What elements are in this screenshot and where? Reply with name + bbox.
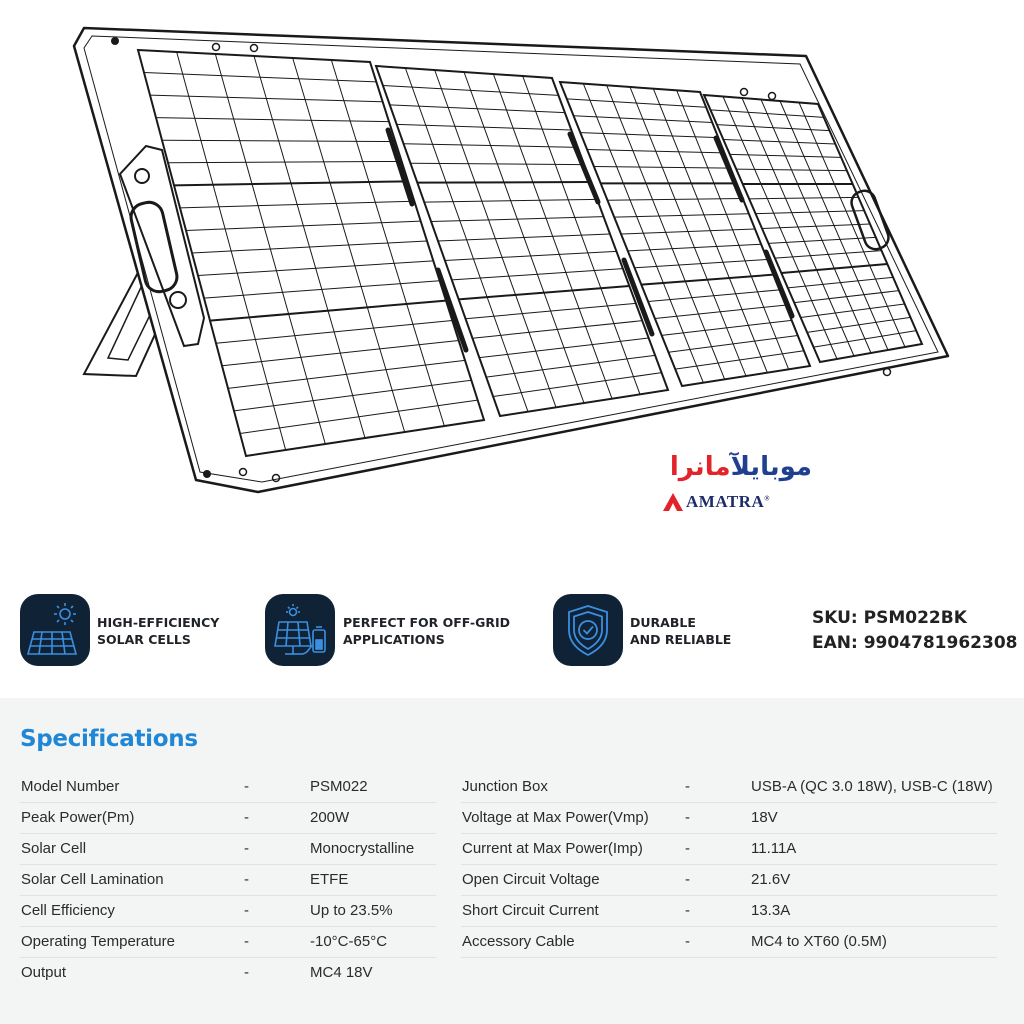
spec-row: Operating Temperature - -10°C-65°C — [20, 927, 436, 958]
spec-row: Solar Cell Lamination - ETFE — [20, 865, 436, 896]
feature-text: PERFECT FOR OFF-GRID APPLICATIONS — [343, 615, 511, 647]
logo-a-mark-icon — [662, 492, 684, 512]
spec-row: Short Circuit Current - 13.3A — [461, 896, 997, 927]
feature-text: HIGH-EFFICIENCY SOLAR CELLS — [97, 615, 220, 647]
sku-info — [812, 606, 1018, 656]
spec-row: Output - MC4 18V — [21, 964, 373, 981]
spec-row: Current at Max Power(Imp) - 11.11A — [461, 834, 997, 865]
spec-row: Peak Power(Pm) - 200W — [20, 803, 436, 834]
specifications-panel — [0, 698, 1024, 1024]
feature-icon-badge — [553, 594, 623, 666]
ean-line: EAN: 9904781962308 — [812, 633, 1018, 653]
panel-battery-icon — [265, 594, 335, 666]
spec-row: Open Circuit Voltage - 21.6V — [461, 865, 997, 896]
specifications-title: Specifications — [20, 726, 198, 752]
specs-right-column — [461, 772, 997, 958]
spec-row: Solar Cell - Monocrystalline — [20, 834, 436, 865]
logo-english-text: AMATRA® — [686, 492, 770, 511]
sku-line: SKU: PSM022BK — [812, 608, 967, 628]
solar-panel-sun-icon — [20, 594, 90, 666]
spec-row: Voltage at Max Power(Vmp) - 18V — [461, 803, 997, 834]
feature-icon-badge — [265, 594, 335, 666]
specs-left-column — [20, 772, 436, 988]
logo-persian-text: موبایلآمانرا — [669, 452, 812, 482]
spec-row: Accessory Cable - MC4 to XT60 (0.5M) — [461, 927, 997, 958]
feature-icon-badge — [20, 594, 90, 666]
feature-text: DURABLE AND RELIABLE — [630, 615, 732, 647]
panel-frame — [74, 28, 948, 492]
shield-check-icon — [553, 594, 623, 666]
spec-row: Model Number - PSM022 — [20, 772, 436, 803]
store-logo — [660, 448, 820, 518]
spec-row: Junction Box - USB-A (QC 3.0 18W), USB-C (18W) — [461, 772, 997, 803]
spec-row: Cell Efficiency - Up to 23.5% — [20, 896, 436, 927]
